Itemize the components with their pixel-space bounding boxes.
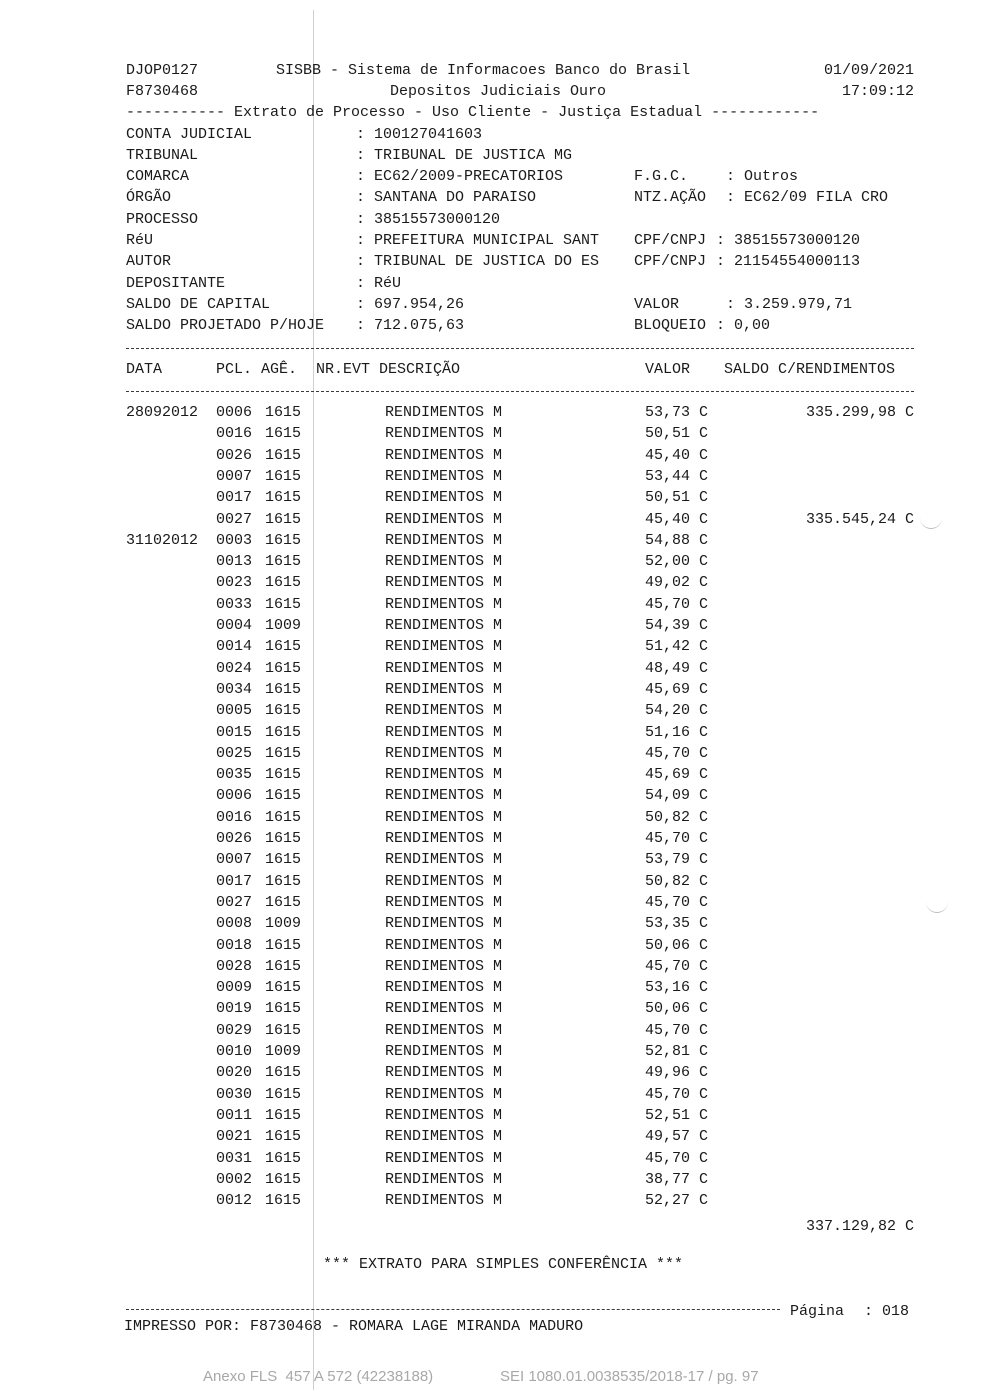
row-pcl: 0027 bbox=[216, 894, 253, 911]
row-pcl: 0007 bbox=[216, 468, 253, 485]
row-pcl: 0033 bbox=[216, 596, 253, 613]
row-valor: 53,73 C bbox=[645, 404, 709, 421]
row-valor: 50,51 C bbox=[645, 425, 709, 442]
row-descricao: RENDIMENTOS M bbox=[385, 851, 503, 868]
row-pcl: 0028 bbox=[216, 958, 253, 975]
row-valor: 54,09 C bbox=[645, 787, 709, 804]
field-label: BLOQUEIO bbox=[634, 317, 707, 334]
field-label: CONTA JUDICIAL bbox=[126, 126, 253, 143]
row-pcl: 0017 bbox=[216, 489, 253, 506]
column-header-pcl-age: PCL. AGÊ. bbox=[216, 361, 298, 378]
field-value: : TRIBUNAL DE JUSTICA MG bbox=[356, 147, 573, 164]
row-agencia: 1615 bbox=[265, 532, 302, 549]
row-descricao: RENDIMENTOS M bbox=[385, 511, 503, 528]
row-descricao: RENDIMENTOS M bbox=[385, 1043, 503, 1060]
field-value: : TRIBUNAL DE JUSTICA DO ES bbox=[356, 253, 600, 270]
print-date: 01/09/2021 bbox=[823, 62, 914, 79]
footer-divider bbox=[126, 1309, 780, 1310]
field-value: : 100127041603 bbox=[356, 126, 483, 143]
field-value: : 697.954,26 bbox=[356, 296, 465, 313]
row-agencia: 1615 bbox=[265, 468, 302, 485]
row-pcl: 0026 bbox=[216, 830, 253, 847]
row-valor: 45,70 C bbox=[645, 1022, 709, 1039]
row-pcl: 0010 bbox=[216, 1043, 253, 1060]
row-valor: 45,69 C bbox=[645, 681, 709, 698]
row-pcl: 0006 bbox=[216, 787, 253, 804]
row-descricao: RENDIMENTOS M bbox=[385, 553, 503, 570]
row-descricao: RENDIMENTOS M bbox=[385, 638, 503, 655]
row-descricao: RENDIMENTOS M bbox=[385, 596, 503, 613]
page-label: Página bbox=[790, 1303, 845, 1320]
row-pcl: 0016 bbox=[216, 425, 253, 442]
column-header-data: DATA bbox=[126, 361, 163, 378]
row-agencia: 1615 bbox=[265, 553, 302, 570]
row-descricao: RENDIMENTOS M bbox=[385, 830, 503, 847]
row-agencia: 1615 bbox=[265, 1171, 302, 1188]
row-pcl: 0002 bbox=[216, 1171, 253, 1188]
row-descricao: RENDIMENTOS M bbox=[385, 915, 503, 932]
row-pcl: 0027 bbox=[216, 511, 253, 528]
field-label: CPF/CNPJ bbox=[634, 232, 707, 249]
row-agencia: 1615 bbox=[265, 937, 302, 954]
row-pcl: 0008 bbox=[216, 915, 253, 932]
field-label: PROCESSO bbox=[126, 211, 199, 228]
divider-line bbox=[126, 391, 914, 392]
row-pcl: 0004 bbox=[216, 617, 253, 634]
row-pcl: 0018 bbox=[216, 937, 253, 954]
row-valor: 53,16 C bbox=[645, 979, 709, 996]
row-agencia: 1615 bbox=[265, 489, 302, 506]
field-label: NTZ.AÇÃO bbox=[634, 189, 707, 206]
row-agencia: 1615 bbox=[265, 894, 302, 911]
row-agencia: 1615 bbox=[265, 404, 302, 421]
row-pcl: 0024 bbox=[216, 660, 253, 677]
row-date: 28092012 bbox=[126, 404, 199, 421]
row-pcl: 0005 bbox=[216, 702, 253, 719]
row-agencia: 1615 bbox=[265, 745, 302, 762]
row-valor: 53,44 C bbox=[645, 468, 709, 485]
row-valor: 45,70 C bbox=[645, 1086, 709, 1103]
row-valor: 45,70 C bbox=[645, 596, 709, 613]
row-descricao: RENDIMENTOS M bbox=[385, 617, 503, 634]
row-agencia: 1615 bbox=[265, 511, 302, 528]
row-agencia: 1615 bbox=[265, 873, 302, 890]
row-pcl: 0030 bbox=[216, 1086, 253, 1103]
row-valor: 50,82 C bbox=[645, 873, 709, 890]
row-agencia: 1615 bbox=[265, 574, 302, 591]
scan-artifact bbox=[926, 902, 948, 913]
row-descricao: RENDIMENTOS M bbox=[385, 681, 503, 698]
row-valor: 49,02 C bbox=[645, 574, 709, 591]
field-label: CPF/CNPJ bbox=[634, 253, 707, 270]
field-value: : 0,00 bbox=[716, 317, 771, 334]
field-value: : RéU bbox=[356, 275, 402, 292]
row-agencia: 1615 bbox=[265, 958, 302, 975]
row-descricao: RENDIMENTOS M bbox=[385, 1022, 503, 1039]
row-valor: 54,39 C bbox=[645, 617, 709, 634]
row-agencia: 1615 bbox=[265, 1150, 302, 1167]
row-descricao: RENDIMENTOS M bbox=[385, 532, 503, 549]
sei-reference: SEI 1080.01.0038535/2018-17 / pg. 97 bbox=[500, 1368, 759, 1385]
row-descricao: RENDIMENTOS M bbox=[385, 1150, 503, 1167]
row-pcl: 0013 bbox=[216, 553, 253, 570]
row-valor: 45,70 C bbox=[645, 830, 709, 847]
row-pcl: 0034 bbox=[216, 681, 253, 698]
row-pcl: 0012 bbox=[216, 1192, 253, 1209]
row-valor: 50,82 C bbox=[645, 809, 709, 826]
row-valor: 52,51 C bbox=[645, 1107, 709, 1124]
field-label: TRIBUNAL bbox=[126, 147, 199, 164]
row-valor: 45,70 C bbox=[645, 894, 709, 911]
field-label: SALDO DE CAPITAL bbox=[126, 296, 271, 313]
row-valor: 45,70 C bbox=[645, 1150, 709, 1167]
program-code: DJOP0127 bbox=[126, 62, 199, 79]
row-descricao: RENDIMENTOS M bbox=[385, 937, 503, 954]
column-header-valor: VALOR bbox=[645, 361, 691, 378]
row-valor: 51,42 C bbox=[645, 638, 709, 655]
row-pcl: 0023 bbox=[216, 574, 253, 591]
row-agencia: 1615 bbox=[265, 702, 302, 719]
row-pcl: 0007 bbox=[216, 851, 253, 868]
field-label: ÓRGÃO bbox=[126, 189, 172, 206]
row-valor: 51,16 C bbox=[645, 724, 709, 741]
row-descricao: RENDIMENTOS M bbox=[385, 404, 503, 421]
row-agencia: 1615 bbox=[265, 1192, 302, 1209]
field-label: COMARCA bbox=[126, 168, 190, 185]
field-label: F.G.C. bbox=[634, 168, 689, 185]
row-pcl: 0014 bbox=[216, 638, 253, 655]
print-time: 17:09:12 bbox=[841, 83, 914, 100]
row-descricao: RENDIMENTOS M bbox=[385, 979, 503, 996]
row-descricao: RENDIMENTOS M bbox=[385, 894, 503, 911]
row-agencia: 1615 bbox=[265, 979, 302, 996]
row-valor: 38,77 C bbox=[645, 1171, 709, 1188]
row-agencia: 1615 bbox=[265, 1022, 302, 1039]
page-number: : 018 bbox=[864, 1303, 910, 1320]
conference-notice: *** EXTRATO PARA SIMPLES CONFERÊNCIA *** bbox=[323, 1256, 684, 1273]
final-balance: 337.129,82 C bbox=[805, 1218, 914, 1235]
column-header-saldo: SALDO C/RENDIMENTOS bbox=[724, 361, 896, 378]
field-value: : 712.075,63 bbox=[356, 317, 465, 334]
field-value: : 38515573000120 bbox=[356, 211, 501, 228]
row-descricao: RENDIMENTOS M bbox=[385, 873, 503, 890]
row-valor: 49,96 C bbox=[645, 1064, 709, 1081]
field-label: DEPOSITANTE bbox=[126, 275, 226, 292]
user-code: F8730468 bbox=[126, 83, 199, 100]
row-pcl: 0019 bbox=[216, 1000, 253, 1017]
row-descricao: RENDIMENTOS M bbox=[385, 958, 503, 975]
row-valor: 45,40 C bbox=[645, 511, 709, 528]
row-agencia: 1615 bbox=[265, 447, 302, 464]
field-value: : 3.259.979,71 bbox=[726, 296, 853, 313]
row-descricao: RENDIMENTOS M bbox=[385, 447, 503, 464]
scan-artifact bbox=[920, 518, 942, 529]
row-descricao: RENDIMENTOS M bbox=[385, 660, 503, 677]
row-descricao: RENDIMENTOS M bbox=[385, 574, 503, 591]
annex-reference: Anexo FLS 457 A 572 (42238188) bbox=[203, 1368, 434, 1385]
row-descricao: RENDIMENTOS M bbox=[385, 766, 503, 783]
field-label: AUTOR bbox=[126, 253, 172, 270]
row-pcl: 0011 bbox=[216, 1107, 253, 1124]
row-agencia: 1615 bbox=[265, 851, 302, 868]
row-agencia: 1615 bbox=[265, 809, 302, 826]
row-valor: 52,27 C bbox=[645, 1192, 709, 1209]
row-valor: 45,69 C bbox=[645, 766, 709, 783]
product-name: Depositos Judiciais Ouro bbox=[390, 83, 607, 100]
divider-line bbox=[126, 348, 914, 349]
row-valor: 50,51 C bbox=[645, 489, 709, 506]
row-valor: 48,49 C bbox=[645, 660, 709, 677]
row-descricao: RENDIMENTOS M bbox=[385, 724, 503, 741]
row-agencia: 1615 bbox=[265, 1128, 302, 1145]
field-value: : 21154554000113 bbox=[716, 253, 861, 270]
row-descricao: RENDIMENTOS M bbox=[385, 787, 503, 804]
field-value: : 38515573000120 bbox=[716, 232, 861, 249]
row-saldo: 335.545,24 C bbox=[805, 511, 914, 528]
field-value: : EC62/09 FILA CRO bbox=[726, 189, 889, 206]
field-label: RéU bbox=[126, 232, 154, 249]
row-valor: 54,20 C bbox=[645, 702, 709, 719]
row-valor: 45,40 C bbox=[645, 447, 709, 464]
row-agencia: 1615 bbox=[265, 1107, 302, 1124]
row-saldo: 335.299,98 C bbox=[805, 404, 914, 421]
field-value: : Outros bbox=[726, 168, 799, 185]
row-descricao: RENDIMENTOS M bbox=[385, 745, 503, 762]
field-value: : SANTANA DO PARAISO bbox=[356, 189, 537, 206]
row-descricao: RENDIMENTOS M bbox=[385, 809, 503, 826]
row-agencia: 1615 bbox=[265, 1086, 302, 1103]
row-pcl: 0026 bbox=[216, 447, 253, 464]
field-value: : PREFEITURA MUNICIPAL SANT bbox=[356, 232, 600, 249]
row-agencia: 1615 bbox=[265, 724, 302, 741]
row-descricao: RENDIMENTOS M bbox=[385, 702, 503, 719]
row-valor: 52,00 C bbox=[645, 553, 709, 570]
row-pcl: 0006 bbox=[216, 404, 253, 421]
row-descricao: RENDIMENTOS M bbox=[385, 1128, 503, 1145]
row-agencia: 1615 bbox=[265, 1064, 302, 1081]
row-agencia: 1615 bbox=[265, 681, 302, 698]
row-descricao: RENDIMENTOS M bbox=[385, 425, 503, 442]
row-date: 31102012 bbox=[126, 532, 199, 549]
row-descricao: RENDIMENTOS M bbox=[385, 1064, 503, 1081]
scan-fold-line bbox=[313, 10, 314, 1390]
row-valor: 49,57 C bbox=[645, 1128, 709, 1145]
row-descricao: RENDIMENTOS M bbox=[385, 1000, 503, 1017]
row-descricao: RENDIMENTOS M bbox=[385, 1107, 503, 1124]
field-label: VALOR bbox=[634, 296, 680, 313]
row-pcl: 0035 bbox=[216, 766, 253, 783]
row-agencia: 1009 bbox=[265, 1043, 302, 1060]
row-descricao: RENDIMENTOS M bbox=[385, 1171, 503, 1188]
row-agencia: 1615 bbox=[265, 596, 302, 613]
row-valor: 54,88 C bbox=[645, 532, 709, 549]
field-label: SALDO PROJETADO P/HOJE bbox=[126, 317, 325, 334]
row-pcl: 0016 bbox=[216, 809, 253, 826]
row-agencia: 1615 bbox=[265, 638, 302, 655]
row-valor: 45,70 C bbox=[645, 958, 709, 975]
row-valor: 53,35 C bbox=[645, 915, 709, 932]
column-header-nr-evt-descricao: NR.EVT DESCRIÇÃO bbox=[316, 361, 461, 378]
row-pcl: 0021 bbox=[216, 1128, 253, 1145]
printed-by: IMPRESSO POR: F8730468 - ROMARA LAGE MIRANDA MADURO bbox=[124, 1318, 584, 1335]
row-valor: 50,06 C bbox=[645, 1000, 709, 1017]
row-pcl: 0015 bbox=[216, 724, 253, 741]
row-agencia: 1615 bbox=[265, 766, 302, 783]
row-pcl: 0031 bbox=[216, 1150, 253, 1167]
row-valor: 45,70 C bbox=[645, 745, 709, 762]
row-valor: 53,79 C bbox=[645, 851, 709, 868]
system-name: SISBB - Sistema de Informacoes Banco do Brasil bbox=[276, 62, 691, 79]
row-valor: 52,81 C bbox=[645, 1043, 709, 1060]
row-pcl: 0009 bbox=[216, 979, 253, 996]
row-pcl: 0003 bbox=[216, 532, 253, 549]
row-descricao: RENDIMENTOS M bbox=[385, 1192, 503, 1209]
row-pcl: 0029 bbox=[216, 1022, 253, 1039]
row-agencia: 1615 bbox=[265, 1000, 302, 1017]
row-pcl: 0017 bbox=[216, 873, 253, 890]
row-descricao: RENDIMENTOS M bbox=[385, 468, 503, 485]
field-value: : EC62/2009-PRECATORIOS bbox=[356, 168, 564, 185]
row-descricao: RENDIMENTOS M bbox=[385, 489, 503, 506]
row-agencia: 1615 bbox=[265, 787, 302, 804]
row-agencia: 1615 bbox=[265, 830, 302, 847]
row-agencia: 1009 bbox=[265, 915, 302, 932]
row-pcl: 0025 bbox=[216, 745, 253, 762]
row-agencia: 1615 bbox=[265, 660, 302, 677]
row-agencia: 1615 bbox=[265, 425, 302, 442]
row-valor: 50,06 C bbox=[645, 937, 709, 954]
row-pcl: 0020 bbox=[216, 1064, 253, 1081]
row-descricao: RENDIMENTOS M bbox=[385, 1086, 503, 1103]
row-agencia: 1009 bbox=[265, 617, 302, 634]
extract-title: ----------- Extrato de Processo - Uso Cliente - Justiça Estadual ------------ bbox=[126, 104, 820, 121]
